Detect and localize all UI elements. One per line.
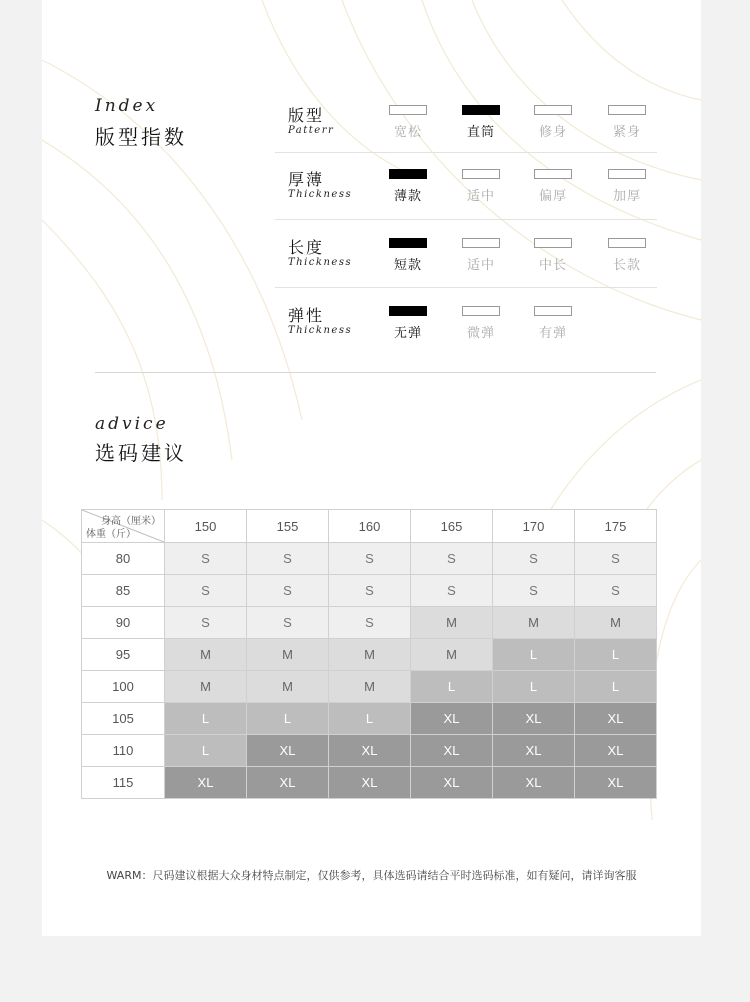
size-cell: M xyxy=(411,639,493,671)
size-cell: S xyxy=(411,575,493,607)
option-thickness-thick: 加厚 xyxy=(607,169,647,204)
option-box-selected xyxy=(389,238,427,248)
weight-cell: 100 xyxy=(82,671,165,703)
size-table-body xyxy=(82,543,657,799)
height-header-cell: 170 xyxy=(493,510,575,543)
option-box xyxy=(534,306,572,316)
size-cell: S xyxy=(575,575,657,607)
section-divider xyxy=(95,372,656,373)
size-recommendation-table xyxy=(81,509,657,799)
size-cell: XL xyxy=(575,767,657,799)
table-row xyxy=(82,735,657,767)
size-cell: XL xyxy=(329,735,411,767)
size-cell: M xyxy=(329,639,411,671)
option-fit-loose: 宽松 xyxy=(388,105,428,140)
size-cell: S xyxy=(329,607,411,639)
index-en-title: Index xyxy=(95,96,159,116)
option-box xyxy=(608,169,646,179)
product-detail-card xyxy=(42,0,701,936)
size-cell: M xyxy=(329,671,411,703)
option-elasticity-none: 无弹 xyxy=(388,306,428,341)
corner-height-label: 身高（厘米） xyxy=(101,516,161,527)
size-cell: S xyxy=(247,607,329,639)
size-cell: S xyxy=(165,607,247,639)
table-row xyxy=(82,607,657,639)
size-cell: S xyxy=(165,575,247,607)
option-box-selected xyxy=(389,169,427,179)
size-cell: M xyxy=(493,607,575,639)
size-cell: XL xyxy=(329,767,411,799)
attr-fit-en-label: Patterr xyxy=(288,125,335,136)
size-cell: L xyxy=(493,671,575,703)
size-cell: L xyxy=(575,639,657,671)
height-header-cell: 175 xyxy=(575,510,657,543)
weight-cell: 115 xyxy=(82,767,165,799)
option-thickness-thin: 薄款 xyxy=(388,169,428,204)
option-box xyxy=(534,238,572,248)
weight-cell: 90 xyxy=(82,607,165,639)
option-elasticity-slight: 微弹 xyxy=(461,306,501,341)
size-cell: XL xyxy=(575,703,657,735)
size-cell: XL xyxy=(493,767,575,799)
size-cell: L xyxy=(247,703,329,735)
size-cell: S xyxy=(247,575,329,607)
table-row xyxy=(82,703,657,735)
size-cell: M xyxy=(165,639,247,671)
size-cell: L xyxy=(575,671,657,703)
size-cell: XL xyxy=(411,767,493,799)
size-cell: S xyxy=(493,543,575,575)
row-divider xyxy=(275,287,657,288)
height-header-cell: 155 xyxy=(247,510,329,543)
size-cell: L xyxy=(165,735,247,767)
size-cell: XL xyxy=(165,767,247,799)
table-header-row xyxy=(82,510,657,543)
size-cell: L xyxy=(165,703,247,735)
size-cell: M xyxy=(247,671,329,703)
weight-cell: 85 xyxy=(82,575,165,607)
table-row xyxy=(82,767,657,799)
attr-thickness-label: 厚薄 xyxy=(288,170,325,189)
attr-elasticity-en-label: Thickness xyxy=(288,325,353,336)
size-cell: XL xyxy=(493,735,575,767)
height-header-cell: 150 xyxy=(165,510,247,543)
option-fit-tight: 紧身 xyxy=(607,105,647,140)
size-cell: L xyxy=(329,703,411,735)
size-cell: S xyxy=(247,543,329,575)
size-cell: XL xyxy=(247,735,329,767)
table-row xyxy=(82,671,657,703)
attr-elasticity-label: 弹性 xyxy=(288,306,325,325)
advice-cn-title: 选码建议 xyxy=(95,441,187,465)
size-cell: XL xyxy=(493,703,575,735)
option-box xyxy=(462,306,500,316)
option-box xyxy=(534,169,572,179)
option-box xyxy=(389,105,427,115)
option-length-medium: 适中 xyxy=(461,238,501,273)
size-cell: S xyxy=(411,543,493,575)
option-box xyxy=(462,169,500,179)
option-box-selected xyxy=(389,306,427,316)
size-cell: S xyxy=(493,575,575,607)
row-divider xyxy=(275,219,657,220)
height-header-cell: 160 xyxy=(329,510,411,543)
weight-cell: 80 xyxy=(82,543,165,575)
option-box xyxy=(462,238,500,248)
option-box xyxy=(608,238,646,248)
size-cell: S xyxy=(329,543,411,575)
option-length-long: 长款 xyxy=(607,238,647,273)
option-fit-straight: 直筒 xyxy=(461,105,501,140)
table-row xyxy=(82,639,657,671)
size-cell: XL xyxy=(247,767,329,799)
height-header-cell: 165 xyxy=(411,510,493,543)
table-row xyxy=(82,543,657,575)
size-cell: L xyxy=(411,671,493,703)
weight-cell: 110 xyxy=(82,735,165,767)
size-cell: M xyxy=(165,671,247,703)
advice-en-title: advice xyxy=(95,414,169,434)
option-length-mid-long: 中长 xyxy=(533,238,573,273)
table-corner-cell xyxy=(82,510,165,543)
option-fit-slim: 修身 xyxy=(533,105,573,140)
attr-thickness-en-label: Thickness xyxy=(288,189,353,200)
corner-weight-label: 体重（斤） xyxy=(86,529,136,540)
option-box xyxy=(608,105,646,115)
option-box xyxy=(534,105,572,115)
option-thickness-medium: 适中 xyxy=(461,169,501,204)
option-elasticity-stretch: 有弹 xyxy=(533,306,573,341)
size-cell: L xyxy=(493,639,575,671)
size-cell: M xyxy=(247,639,329,671)
size-cell: XL xyxy=(575,735,657,767)
attr-length-label: 长度 xyxy=(288,238,325,257)
option-length-short: 短款 xyxy=(388,238,428,273)
size-cell: XL xyxy=(411,703,493,735)
option-box-selected xyxy=(462,105,500,115)
size-cell: S xyxy=(165,543,247,575)
weight-cell: 95 xyxy=(82,639,165,671)
table-row xyxy=(82,575,657,607)
row-divider xyxy=(275,152,657,153)
index-cn-title: 版型指数 xyxy=(95,125,187,149)
size-cell: XL xyxy=(411,735,493,767)
attr-fit-label: 版型 xyxy=(288,106,325,125)
size-cell: M xyxy=(575,607,657,639)
warm-note: WARM：尺码建议根据大众身材特点制定，仅供参考，具体选码请结合平时选码标准，如有疑问，请详询客服 xyxy=(106,869,637,882)
size-cell: S xyxy=(329,575,411,607)
size-cell: S xyxy=(575,543,657,575)
weight-cell: 105 xyxy=(82,703,165,735)
option-thickness-thickish: 偏厚 xyxy=(533,169,573,204)
attr-length-en-label: Thickness xyxy=(288,257,353,268)
size-cell: M xyxy=(411,607,493,639)
